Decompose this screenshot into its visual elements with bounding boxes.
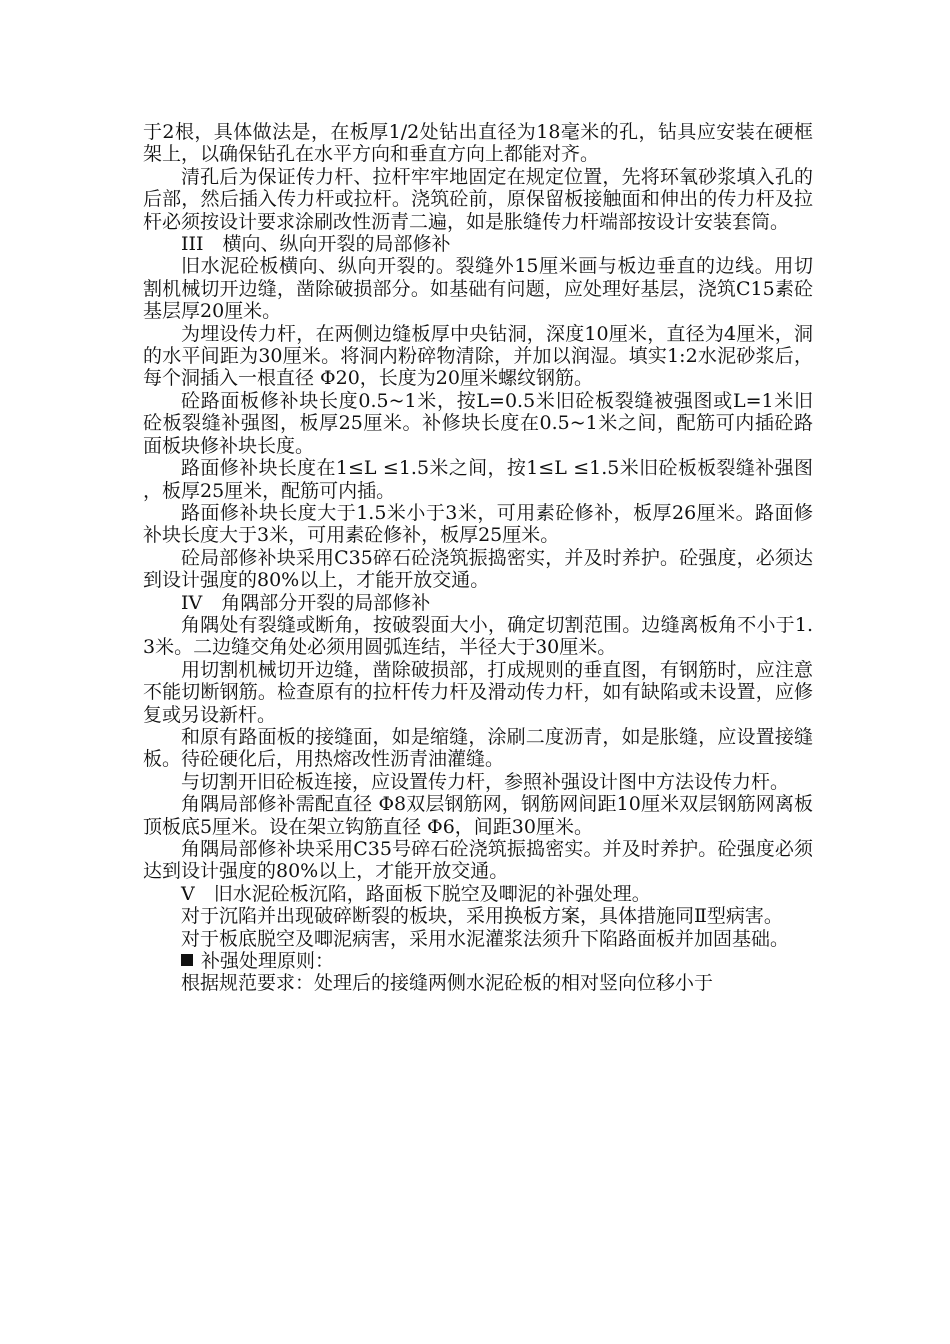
- paragraph-continued: 于2根，具体做法是，在板厚1/2处钻出直径为18毫米的孔，钻具应安装在硬框架上，以确保钻孔在水平方向和垂直方向上都能对齐。: [143, 121, 813, 166]
- black-square-icon: [181, 954, 193, 966]
- principle-heading: [143, 950, 813, 972]
- paragraph: 路面修补块长度大于1.5米小于3米，可用素砼修补，板厚26厘米。路面修补块长度大于3米，可用素砼修补，板厚25厘米。: [143, 501, 813, 547]
- paragraph: 与切割开旧砼板连接，应设置传力杆，参照补强设计图中方法设传力杆。: [181, 770, 790, 793]
- paragraph: 砼局部修补块采用C35碎石砼浇筑振捣密实，并及时养护。砼强度，必须达到设计强度的80%以上，才能开放交通。: [143, 546, 813, 592]
- paragraph: 对于沉陷并出现破碎断裂的板块，采用换板方案，具体措施同Ⅱ型病害。: [181, 905, 783, 928]
- paragraph: 角隅局部修补需配直径 Φ8双层钢筋网，钢筋网间距10厘米双层钢筋网离板顶板底5厘米。设在架立钩筋直径 Φ6，间距30厘米。: [143, 793, 813, 838]
- paragraph: 为埋设传力杆，在两侧边缝板厚中央钻洞，深度10厘米，直径为4厘米，洞的水平间距为30厘米。将洞内粉碎物清除，并加以润湿。填实1:2水泥砂浆后，每个洞插入一根直径 Φ20，长度为20厘米螺纹钢筋。: [143, 322, 813, 390]
- paragraph: 角隅处有裂缝或断角，按破裂面大小，确定切割范围。边缝离板角不小于1.3米。二边缝交角处必须用圆弧连结，半径大于30厘米。: [143, 613, 813, 659]
- paragraph: 对于板底脱空及唧泥病害，采用水泥灌浆法须升下陷路面板并加固基础。: [181, 927, 790, 950]
- paragraph: 用切割机械切开边缝，凿除破损部，打成规则的垂直图，有钢筋时，应注意不能切断钢筋。检查原有的拉杆传力杆及滑动传力杆，如有缺陷或未设置，应修复或另设新杆。: [143, 658, 813, 726]
- paragraph: 路面修补块长度在1≤L ≤1.5米之间，按1≤L ≤1.5米旧砼板板裂缝补强图，板厚25厘米，配筋可内插。: [143, 457, 813, 502]
- section-heading-iii: III 横向、纵向开裂的局部修补: [181, 233, 451, 256]
- paragraph: 砼路面板修补块长度0.5~1米，按L=0.5米旧砼板裂缝被强图或L=1米旧砼板裂缝补强图，板厚25厘米。补修块长度在0.5~1米之间，配筋可内插砼路面板块修补块长度。: [143, 389, 813, 457]
- principle-heading-label: 补强处理原则：: [201, 950, 335, 973]
- document-body: [143, 121, 813, 995]
- paragraph: 和原有路面板的接缝面，如是缩缝，涂刷二度沥青，如是胀缝，应设置接缝板。待砼硬化后，用热熔改性沥青油灌缝。: [143, 725, 813, 771]
- section-heading-v: V 旧水泥砼板沉陷，路面板下脱空及唧泥的补强处理。: [181, 882, 651, 905]
- paragraph: 角隅局部修补块采用C35号碎石砼浇筑振捣密实。并及时养护。砼强度必须达到设计强度的80%以上，才能开放交通。: [143, 838, 813, 883]
- paragraph: 根据规范要求：处理后的接缝两侧水泥砼板的相对竖向位移小于: [181, 972, 714, 995]
- section-heading-iv: IV 角隅部分开裂的局部修补: [181, 591, 431, 614]
- paragraph: 清孔后为保证传力杆、拉杆牢牢地固定在规定位置，先将环氧砂浆填入孔的后部，然后插入传力杆或拉杆。浇筑砼前，原保留板接触面和伸出的传力杆及拉杆必须按设计要求涂刷改性沥青二遍，如是胀缝传力杆端部按设计安装套筒。: [143, 165, 813, 233]
- paragraph: 旧水泥砼板横向、纵向开裂的。裂缝外15厘米画与板边垂直的边线。用切割机械切开边缝，凿除破损部分。如基础有问题，应处理好基层，浇筑C15素砼基层厚20厘米。: [143, 255, 813, 323]
